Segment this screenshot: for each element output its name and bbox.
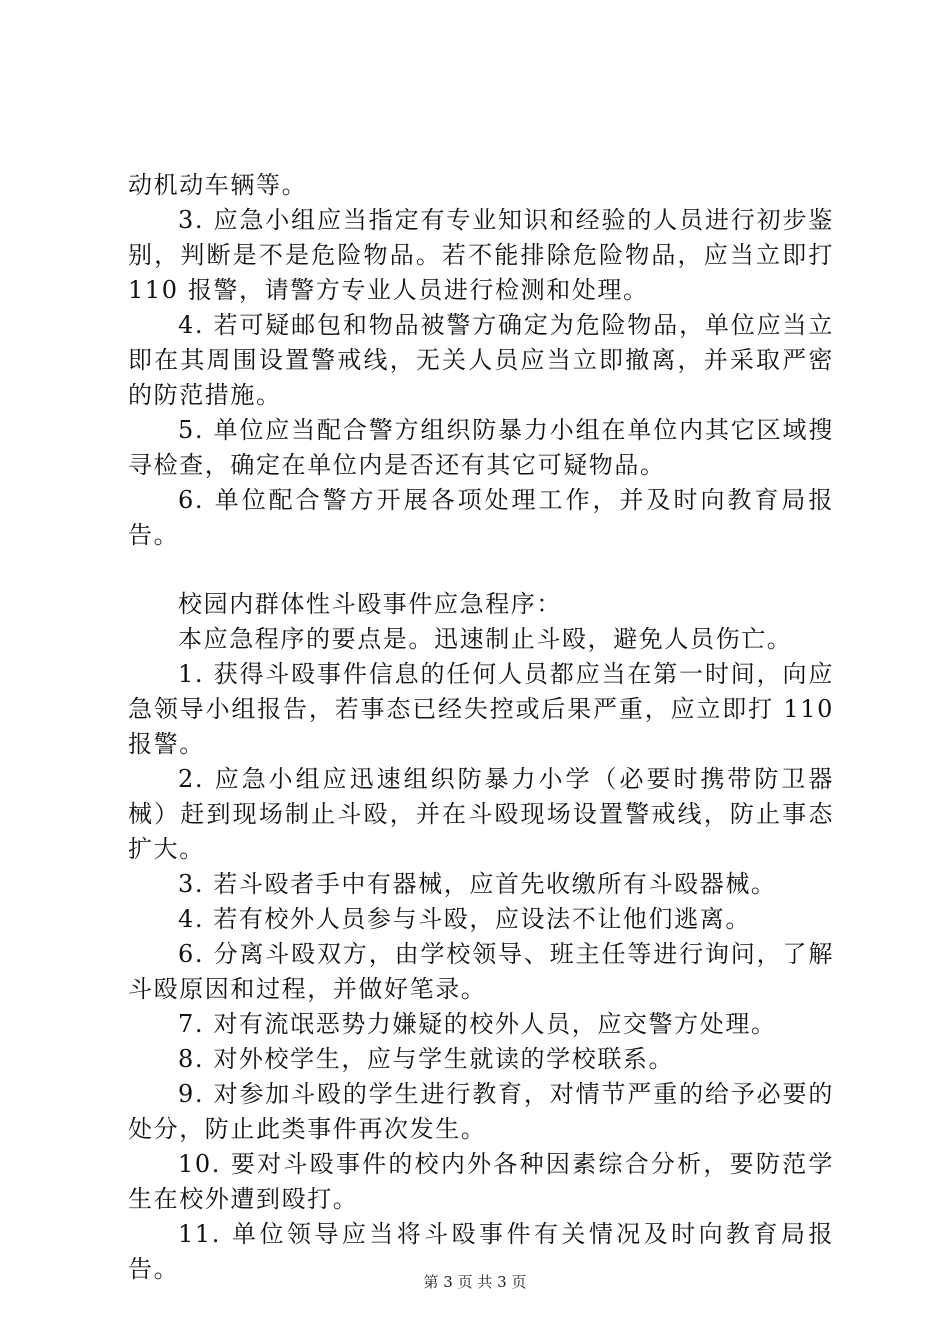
fight-step-1: 1. 获得斗殴事件信息的任何人员都应当在第一时间，向应急领导小组报告，若事态已经失控或后果严重，应立即打 110 报警。	[128, 660, 834, 758]
page-number-footer: 第 3 页 共 3 页	[423, 1273, 527, 1291]
paragraph-item-6: 6. 单位配合警方开展各项处理工作，并及时向教育局报告。	[128, 486, 834, 549]
section-intro: 本应急程序的要点是。迅速制止斗殴，避免人员伤亡。	[178, 625, 793, 653]
fight-step-4: 4. 若有校外人员参与斗殴，应设法不让他们逃离。	[178, 905, 751, 933]
fight-step-10: 10. 要对斗殴事件的校内外各种因素综合分析，要防范学生在校外遭到殴打。	[128, 1150, 834, 1213]
document-body	[128, 168, 834, 1287]
section-gap	[128, 553, 834, 587]
paragraph-continuation: 动机动车辆等。	[128, 171, 308, 199]
paragraph-item-3: 3. 应急小组应当指定有专业知识和经验的人员进行初步鉴别，判断是不是危险物品。若不能排除危险物品，应当立即打 110 报警，请警方专业人员进行检测和处理。	[128, 206, 834, 304]
fight-step-2: 2. 应急小组应迅速组织防暴力小学（必要时携带防卫器械）赶到现场制止斗殴，并在斗殴现场设置警戒线，防止事态扩大。	[128, 765, 834, 863]
fight-step-9: 9. 对参加斗殴的学生进行教育，对情节严重的给予必要的处分，防止此类事件再次发生。	[128, 1080, 834, 1143]
fight-step-6: 6. 分离斗殴双方，由学校领导、班主任等进行询问，了解斗殴原因和过程，并做好笔录。	[128, 940, 834, 1003]
paragraph-item-5: 5. 单位应当配合警方组织防暴力小组在单位内其它区域搜寻检查，确定在单位内是否还有其它可疑物品。	[128, 416, 834, 479]
fight-step-3: 3. 若斗殴者手中有器械，应首先收缴所有斗殴器械。	[178, 870, 777, 898]
section-heading: 校园内群体性斗殴事件应急程序：	[178, 590, 562, 618]
fight-step-8: 8. 对外校学生，应与学生就读的学校联系。	[178, 1045, 675, 1073]
fight-step-11: 11. 单位领导应当将斗殴事件有关情况及时向教育局报告。	[128, 1220, 834, 1283]
fight-step-7: 7. 对有流氓恶势力嫌疑的校外人员，应交警方处理。	[178, 1010, 777, 1038]
paragraph-item-4: 4. 若可疑邮包和物品被警方确定为危险物品，单位应当立即在其周围设置警戒线，无关人员应当立即撤离，并采取严密的防范措施。	[128, 311, 834, 409]
